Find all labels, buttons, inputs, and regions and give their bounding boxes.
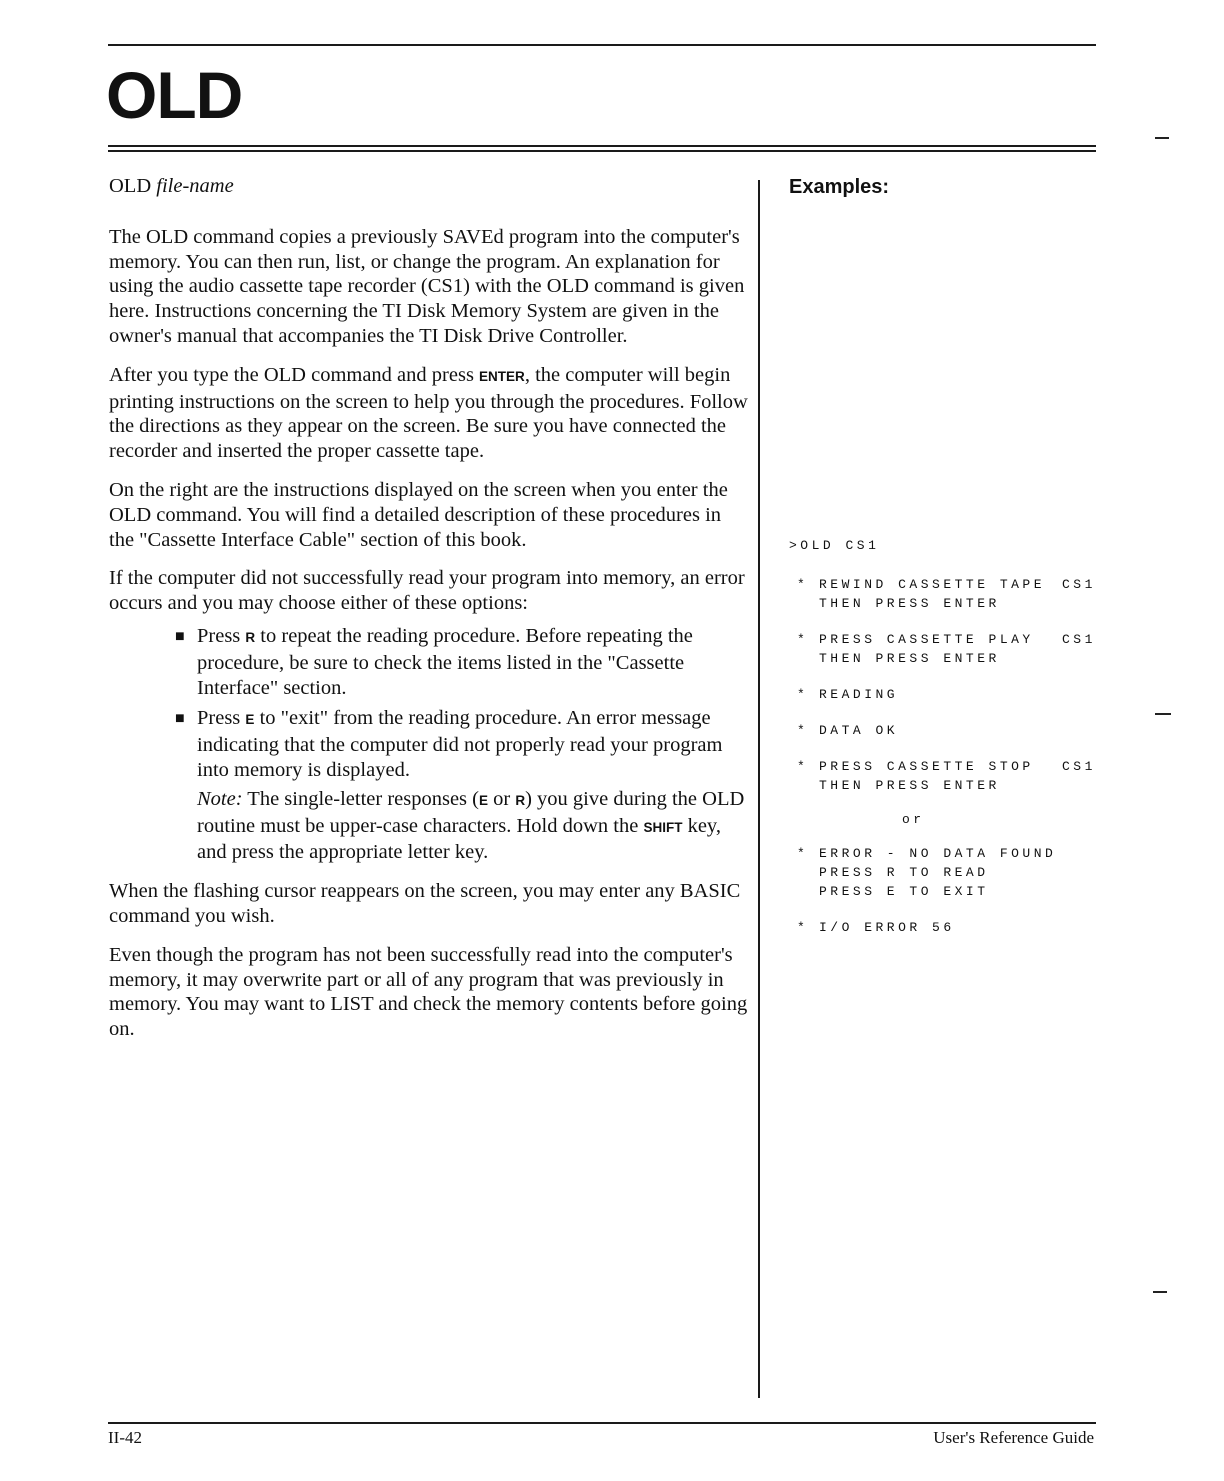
paragraph-cursor: When the flashing cursor reappears on the screen, you may enter any BASIC command you wish. — [109, 880, 741, 927]
paragraph-error: If the computer did not successfully read your program into memory, an error occurs and you may choose either of these options: — [109, 567, 745, 615]
or-separator: or — [902, 812, 925, 827]
syntax-argument: file-name — [156, 175, 234, 197]
option-exit: ■ Press E to "exit" from the reading procedure. An error message indicating that the computer did not properly read your program into memory is displayed. Note: The single-letter responses (E or R) you give during the OLD routine must be upper-case characters. Hold down the SHIFT key, and press the appropriate letter key. — [175, 706, 749, 865]
r-key: R — [245, 629, 256, 645]
syntax-line — [109, 174, 749, 199]
screen-step: * DATA OK — [797, 723, 899, 738]
screen-output — [789, 538, 1109, 954]
main-text-column — [109, 174, 749, 1042]
option-list — [109, 624, 749, 865]
syntax-keyword: OLD — [109, 175, 152, 197]
examples-heading: Examples: — [789, 176, 890, 198]
top-rule — [108, 44, 1096, 46]
title-rule-2 — [108, 150, 1096, 152]
e-key: E — [245, 712, 255, 728]
margin-tick — [1153, 1291, 1167, 1293]
footer-rule — [108, 1422, 1096, 1424]
paragraph-instructions: On the right are the instructions displayed on the screen when you enter the OLD command. You will find a detailed description of these procedures in the "Cassette Interface Cable" section of this book. — [109, 478, 728, 551]
title-rule-1 — [108, 145, 1096, 147]
paragraph-enter: After you type the OLD command and press ENTER, the computer will begin printing instructions on the screen to help you through the procedures. Follow the directions as they appear on the screen. Be sure you have connected the recorder and inserted the proper cassette tape. — [109, 363, 748, 463]
command-prompt: >OLD CS1 — [789, 538, 880, 553]
note: Note: The single-letter responses (E or R) you give during the OLD routine must be upper-case characters. Hold down the SHIFT key, and press the appropriate letter key. — [197, 787, 745, 864]
page-title: OLD — [106, 58, 243, 132]
screen-step: * PRESS CASSETTE STOP THEN PRESS ENTER CS1 — [797, 759, 1096, 793]
screen-step: * ERROR - NO DATA FOUND PRESS R TO READ PRESS E TO EXIT — [797, 846, 1057, 899]
screen-step: * READING — [797, 687, 899, 702]
guide-title: User's Reference Guide — [933, 1428, 1094, 1447]
paragraph-overwrite: Even though the program has not been successfully read into the computer's memory, it may overwrite part or all of any program that was previously in memory. You may want to LIST and check the memory contents before going on. — [109, 943, 748, 1041]
page-number: II-42 — [108, 1428, 142, 1447]
margin-tick — [1155, 713, 1171, 715]
paragraph-intro: The OLD command copies a previously SAVEd program into the computer's memory. You can then run, list, or change the program. An explanation for using the audio cassette tape recorder (CS1) with the OLD command is given here. Instructions concerning the TI Disk Memory System are given in the owner's manual that accompanies the TI Disk Drive Controller. — [109, 225, 745, 347]
enter-key: ENTER — [479, 368, 525, 384]
shift-key: SHIFT — [643, 819, 683, 835]
margin-tick — [1155, 137, 1169, 139]
screen-step: * I/O ERROR 56 — [797, 920, 955, 935]
screen-step: * PRESS CASSETTE PLAY THEN PRESS ENTER CS1 — [797, 632, 1096, 666]
bullet-icon: ■ — [175, 627, 185, 645]
bullet-icon: ■ — [175, 710, 185, 728]
option-repeat: ■ Press R to repeat the reading procedure. Before repeating the procedure, be sure to check the items listed in the "Cassette Interface" section. — [175, 624, 693, 699]
column-divider — [758, 180, 760, 1398]
screen-step: * REWIND CASSETTE TAPE THEN PRESS ENTER CS1 — [797, 577, 1096, 611]
